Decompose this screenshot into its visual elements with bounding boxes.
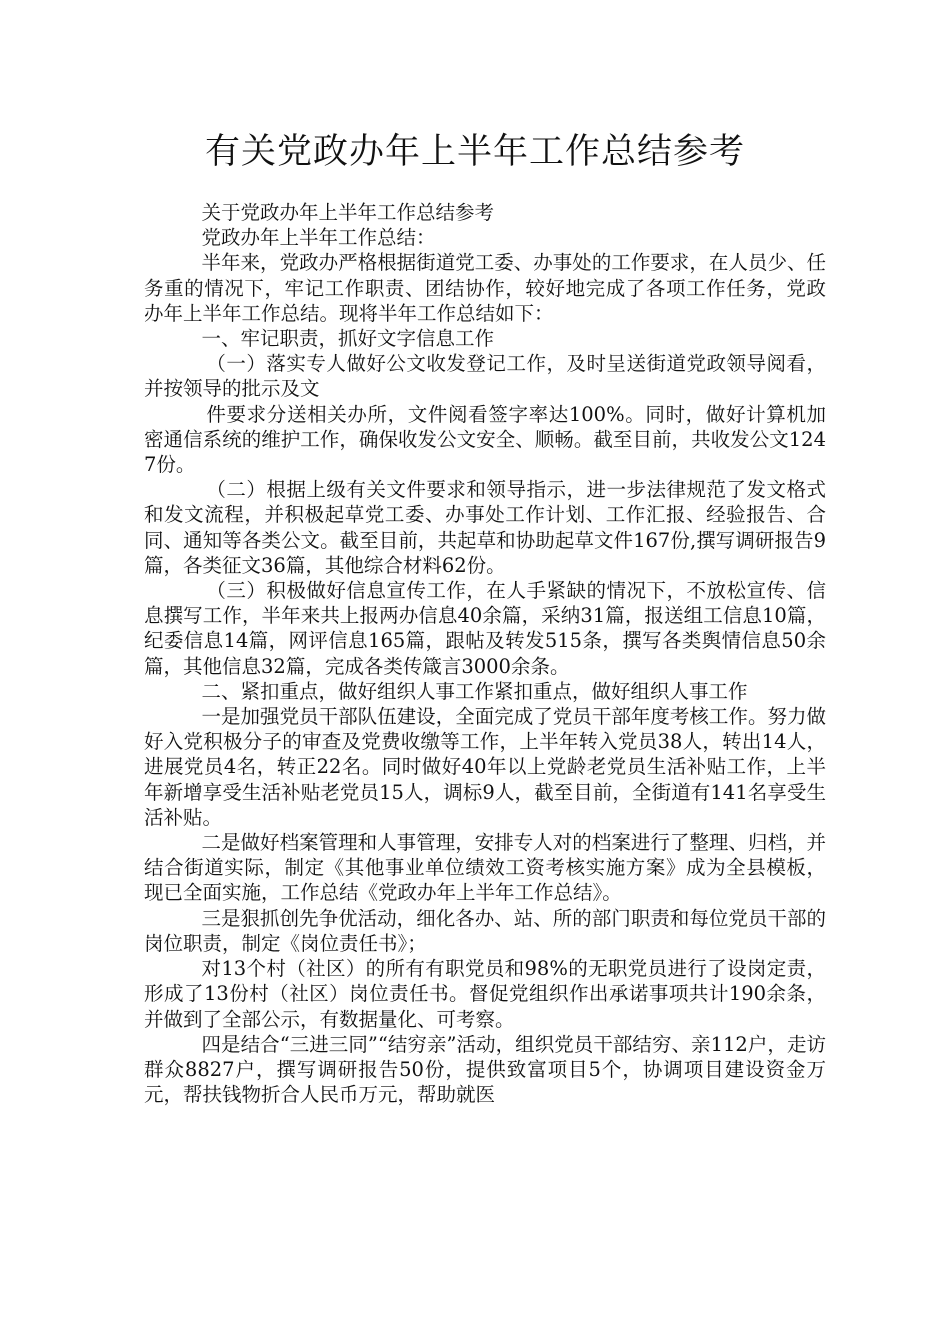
- section-heading-1: 一、牢记职责，抓好文字信息工作: [201, 327, 495, 351]
- paragraph-item-2c: 三是狠抓创先争优活动，细化各办、站、所的部门职责和每位党员干部的岗位职责，制定《岗位责任书》；: [144, 906, 826, 955]
- paragraph-heading: 党政办年上半年工作总结：: [201, 226, 436, 250]
- paragraph-item-2d: 四是结合“三进三同”“结穷亲”活动，组织党员干部结穷、亲112户，走访群众8827户，撰写调研报告50份，提供致富项目5个，协调项目建设资金万元，帮扶钱物折合人民币万元，帮助就医: [144, 1032, 826, 1107]
- paragraph-item-1a: （一）落实专人做好公文收发登记工作，及时呈送街道党政领导阅看，并按领导的批示及文: [144, 352, 826, 401]
- paragraph-item-1b: （二）根据上级有关文件要求和领导指示，进一步法律规范了发文格式和发文流程，并积极起草党工委、办事处工作计划、工作汇报、经验报告、合同、通知等各类公文。截至目前，共起草和协助起草文件167份,撰写调研报告9篇，各类征文36篇，其他综合材料62份。: [144, 478, 826, 577]
- document-body: [144, 200, 826, 1107]
- paragraph-subtitle: 关于党政办年上半年工作总结参考: [201, 201, 495, 224]
- paragraph-item-2c-cont: 对13个村（社区）的所有有职党员和98%的无职党员进行了设岗定责，形成了13份村（社区）岗位责任书。督促党组织作出承诺事项共计190余条，并做到了全部公示，有数据量化、可考察。: [144, 957, 826, 1031]
- paragraph-item-2a: 一是加强党员干部队伍建设，全面完成了党员干部年度考核工作。努力做好入党积极分子的审查及党费收缴等工作，上半年转入党员38人，转出14人，进展党员4名，转正22名。同时做好40年以上党龄老党员生活补贴工作，上半年新增享受生活补贴老党员15人，调标9人，截至目前，全街道有141名享受生活补贴。: [144, 705, 826, 829]
- paragraph-item-1a-cont: 件要求分送相关办所，文件阅看签字率达100%。同时，做好计算机加密通信系统的维护工作，确保收发公文安全、顺畅。截至目前，共收发公文1247份。: [144, 402, 826, 477]
- document-title: 有关党政办年上半年工作总结参考: [204, 132, 745, 172]
- paragraph-item-1c: （三）积极做好信息宣传工作，在人手紧缺的情况下，不放松宣传、信息撰写工作，半年来共上报两办信息40余篇，采纳31篇，报送组工信息10篇，纪委信息14篇，网评信息165篇，跟帖及转发515条，撰写各类舆情信息50余篇，其他信息32篇，完成各类传箴言3000余条。: [144, 579, 826, 678]
- section-heading-2: 二、紧扣重点，做好组织人事工作紧扣重点，做好组织人事工作: [201, 679, 748, 703]
- paragraph-intro: 半年来，党政办严格根据街道党工委、办事处的工作要求，在人员少、任务重的情况下，牢记工作职责、团结协作，较好地完成了各项工作任务，党政办年上半年工作总结。现将半年工作总结如下：: [144, 251, 826, 325]
- paragraph-item-2b: 二是做好档案管理和人事管理，安排专人对的档案进行了整理、归档，并结合街道实际，制定《其他事业单位绩效工资考核实施方案》成为全县模板，现已全面实施，工作总结《党政办年上半年工作总结》。: [144, 831, 826, 905]
